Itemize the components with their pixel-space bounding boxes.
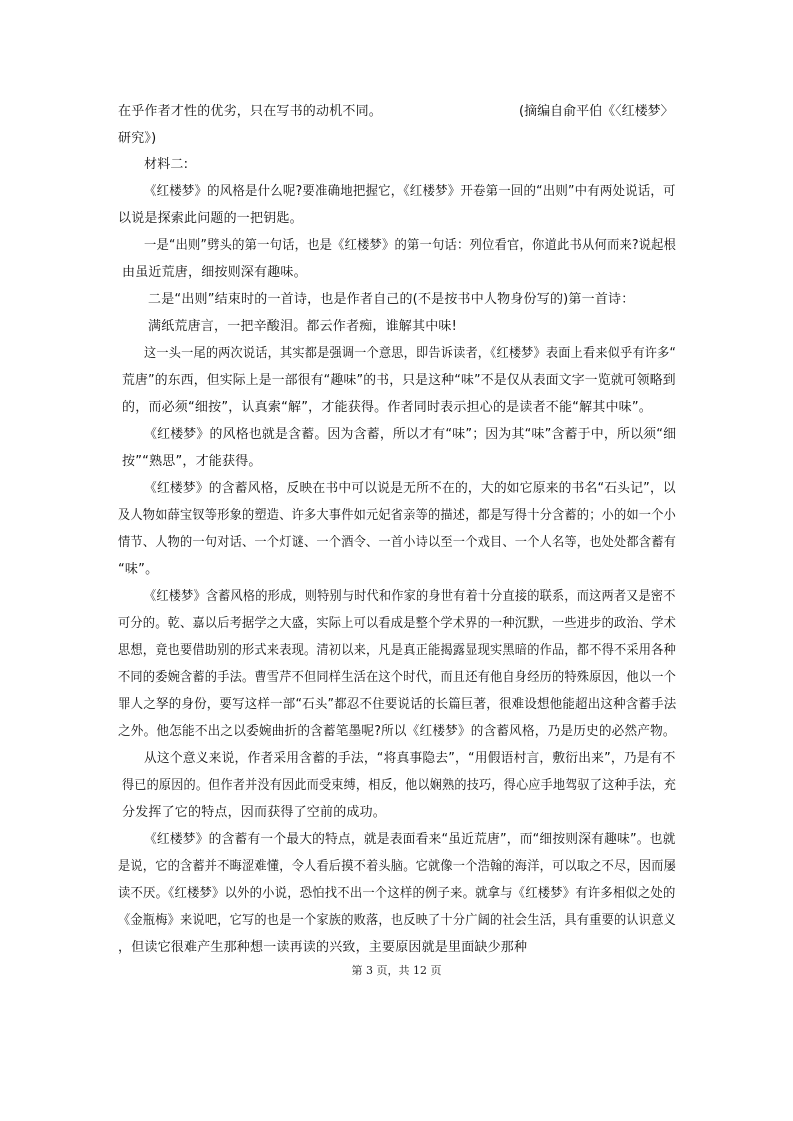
source-citation-continued: 研究》)	[118, 131, 157, 146]
text-line: 以说是探索此问题的一把钥匙。	[118, 211, 303, 226]
text-line: 这一头一尾的两次说话，其实都是强调一个意思，即告诉读者，《红楼梦》表面上看来似乎有许多“	[144, 346, 677, 361]
poem-line: 满纸荒唐言，一把辛酸泪。都云作者痴，谁解其中味!	[148, 319, 458, 334]
text-line: 罪人之孥的身份，要写这样一部“石头”都忍不住要说话的长篇巨著，很难设想他能超出这种含蓄手法	[118, 697, 677, 712]
source-citation: (摘编自俞平伯《〈红楼梦〉	[519, 104, 674, 119]
text-line: 由虽近荒唐，细按则深有趣味。	[122, 265, 307, 280]
text-line: 情节、人物的一句对话、一个灯谜、一个酒令、一首小诗以至一个戏目、一个人名等，也处处都含蓄有	[118, 535, 677, 550]
text-line: 从这个意义来说，作者采用含蓄的手法，“将真事隐去”，“用假语村言，敷衍出来”，乃是有不	[144, 751, 676, 766]
text-line: 《红楼梦》的风格也就是含蓄。因为含蓄，所以才有“味”；因为其“味”含蓄于中，所以须“细	[144, 427, 677, 442]
text-line: 《金瓶梅》来说吧，它写的也是一个家族的败落，也反映了十分广阔的社会生活，具有重要的认识意义	[118, 913, 677, 928]
text-line: 分发挥了它的特点，因而获得了空前的成功。	[122, 805, 387, 820]
text-line: 按”“熟思”，才能获得。	[122, 454, 262, 469]
text-line: 一是“出则”劈头的第一句话，也是《红楼梦》的第一句话：列位看官，你道此书从何而来?说起根	[144, 238, 677, 253]
text-line: 荒唐”的东西，但实际上是一部很有“趣味”的书，只是这种“味”不是仅从表面文字一览就可领略到	[122, 373, 676, 388]
text-line: 《红楼梦》的风格是什么呢?要准确地把握它，《红楼梦》开卷第一回的“出则”中有两处说话，可	[144, 184, 676, 199]
text-line: 读不厌。《红楼梦》以外的小说，恐怕找不出一个这样的例子来。就拿与《红楼梦》有许多相似之处的	[118, 886, 676, 901]
text-line: 得已的原因的。但作者并没有因此而受束缚，相反，他以娴熟的技巧，得心应手地驾驭了这种手法，充	[122, 778, 677, 793]
text-line: 之外。他怎能不出之以委婉曲折的含蓄笔墨呢?所以《红楼梦》的含蓄风格，乃是历史的必然产物。	[118, 724, 676, 739]
text-line: 《红楼梦》的含蓄风格，反映在书中可以说是无所不在的，大的如它原来的书名“石头记”，以	[144, 481, 676, 496]
text-line: 《红楼梦》的含蓄有一个最大的特点，就是表面看来“虽近荒唐”，而“细按则深有趣味”。也就	[144, 832, 676, 847]
text-line: 可分的。乾、嘉以后考据学之大盛，实际上可以看成是整个学术界的一种沉默，一些进步的政治、学术	[118, 616, 677, 631]
text-line: 的，而必须“细按”，认真索“解”，才能获得。作者同时表示担心的是读者不能“解其中味”。	[122, 400, 653, 415]
text-line: 《红楼梦》含蓄风格的形成，则特别与时代和作家的身世有着十分直接的联系，而这两者又是密不	[144, 589, 676, 604]
text-line: 不同的委婉含蓄的手法。曹雪芹不但同样生活在这个时代，而且还有他自身经历的特殊原因，他以一个	[118, 670, 677, 685]
page-footer: 第 3 页，共 12 页	[351, 964, 442, 977]
text-line: 在乎作者才性的优劣，只在写书的动机不同。	[118, 104, 383, 119]
text-line: ，但读它很难产生那种想一读再读的兴致，主要原因就是里面缺少那种	[118, 940, 528, 955]
text-line: 及人物如薛宝钗等形象的塑造、许多大事件如元妃省亲等的描述，都是写得十分含蓄的；小的如一个小	[118, 508, 677, 523]
text-line: 思想，竟也要借助别的形式来表现。清初以来，凡是真正能揭露显现实黑暗的作品，都不得不采用各种	[118, 643, 677, 658]
text-line: “味”。	[118, 562, 159, 577]
text-line: 二是“出则”结束时的一首诗，也是作者自己的(不是按书中人物身份写的)第一首诗：	[148, 292, 635, 307]
text-line: 是说，它的含蓄并不晦涩难懂，令人看后摸不着头脑。它就像一个浩翰的海洋，可以取之不尽，因而屡	[118, 859, 677, 874]
section-label: 材料二:	[144, 157, 189, 172]
